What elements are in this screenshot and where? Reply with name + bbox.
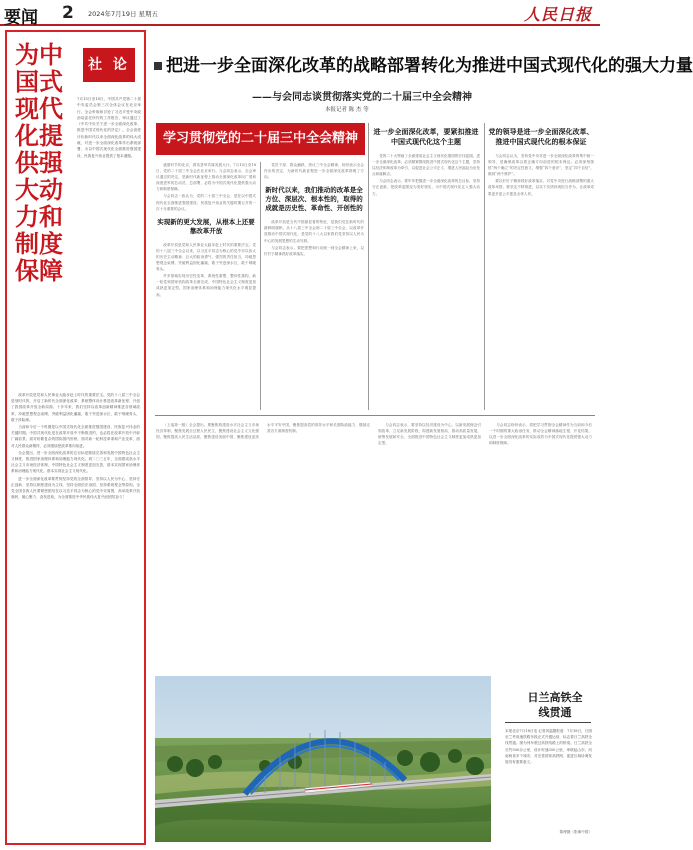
article-continuation (156, 422, 592, 446)
article-paragraph: 与会同志表示，要坚持以经济建设为中心，以新发展理念引领改革，立足新发展阶段，构建新发展格局，推动高质量发展，统筹发展和安全，全面推进中国特色社会主义制度更加成熟更加定型。 (378, 423, 481, 446)
photo-credit: 陈博摄（影像中国） (559, 830, 592, 834)
article-paragraph: 党的二十大擘画了全面建成社会主义现代化强国的宏伟蓝图。进一步全面深化改革，必须紧紧围绕推进中国式现代化这个主题，坚持以经济体制改革为牵引，以促进社会公平正义、增进人民福祉为出发点和落脚点。 (372, 154, 480, 177)
section-subtitle: 党的领导是进一步全面深化改革、推进中国式现代化的根本保证 (488, 128, 594, 146)
article-paragraph: 改革开放是党和人民事业大踏步赶上时代的重要法宝。党的十八届三中全会以来，以习近平同志为核心的党中央以伟大的历史主动精神、巨大的政治勇气、强烈的责任担当，冲破思想观念束缚，突破利益固化藩篱，敢于突进深水区，敢于啃硬骨头。 (156, 242, 256, 272)
article-paragraph: （上接第一版）全会提出，要聚焦构建高水平社会主义市场经济体制，聚焦发展全过程人民民主，聚焦建设社会主义文化强国，聚焦提高人民生活品质，聚焦建设美丽中国，聚焦建设更高水平平安中国，聚焦提高党的领导水平和长期执政能力，继续完善各方面制度机制。 (156, 423, 370, 440)
section-name: 要闻 (4, 8, 38, 28)
editorial-paragraph: 当前和今后一个时期是以中国式现代化全面推进强国建设、民族复兴伟业的关键时期。中国式现代化是在改革开放中不断推进的，也必将在改革开放中开辟广阔前景。面对纷繁复杂的国际国内形势，面对新一轮科技革命和产业变革，面对人民群众新期待，必须继续把改革推向前进。 (11, 425, 140, 448)
column-divider (260, 162, 261, 410)
article-column-3 (372, 123, 480, 198)
column-divider (484, 123, 485, 410)
editorial-intro: 7月15日至18日，中国共产党第二十届中央委员会第三次全体会议在北京举行。全会听取和讨论了习近平受中央政治局委托所作的工作报告，审议通过了《中共中央关于进一步全面深化改革、推进中国式现代化的决定》。全会高度评价新时代以来全面深化改革的伟大成就，对进一步全面深化改革作出系统部署，为以中国式现代化全面推进强国建设、民族复兴伟业提供了根本遵循。 (77, 97, 141, 158)
caption-divider (505, 722, 591, 723)
article-paragraph: 党员干部、群众踊跃，热议三中全会精神，纷纷表示全会作出的决定，为新时代新征程进一步全面深化改革指明了方向。 (264, 163, 364, 180)
editorial-paragraph: 全会提出，进一步全面深化改革的总目标是继续完善和发展中国特色社会主义制度，推进国家治理体系和治理能力现代化。到二〇三五年，全面建成高水平社会主义市场经济体制，中国特色社会主义制度更加完善，基本实现国家治理体系和治理能力现代化，基本实现社会主义现代化。 (11, 450, 140, 474)
railway-bridge-photo (155, 676, 491, 842)
article-headline[interactable]: 把进一步全面深化改革的战略部署转化为推进中国式现代化的强大力量 (166, 56, 693, 76)
editorial-paragraph: 进一步全面深化改革要贯彻坚持党的全面领导、坚持以人民为中心、坚持守正创新、坚持以制度建设为主线、坚持全面依法治国、坚持系统观念等原则。全党全国各族人民要紧密团结在以习近平同志为核心的党中央周围，高举改革开放旗帜，凝心聚力、奋发进取，为全面推进中华民族伟大复兴而团结奋斗！ (11, 476, 140, 500)
topic-banner: 学习贯彻党的二十届三中全会精神 (156, 123, 365, 155)
section-divider (155, 415, 595, 416)
article-column-4 (488, 123, 594, 198)
headline-bullet (154, 62, 162, 70)
article-subhead: ——与会同志谈贯彻落实党的二十届三中全会精神 (252, 92, 472, 103)
article-paragraph: 盛夏时节的北京，群英荟萃共谋发展大计。7月15日至18日，党的二十届三中全会在北京举行。与会同志表示，全会审议通过的决定，是新时代新征程上推动全面深化改革向广度和深度进军的总动员、总部署，必将为中国式现代化提供强大动力和制度保障。 (156, 163, 256, 192)
editorial-title[interactable]: 为中国式现代化提供强大动力和制度保障 (15, 41, 63, 285)
article-paragraph: 改革开放是当代中国最显著的特征，是我们党在新时代的最鲜明旗帜。从十八届三中全会到二十届三中全会，以改革开放推动中国式现代化，是党的十八大以来我们党坚持以人民为中心的发展思想的生动写照。 (264, 220, 364, 243)
editorial-body (11, 392, 140, 501)
article-paragraph: 与会同志表示，要牢牢把握进一步全面深化改革的总目标，坚持守正创新，把改革蓝图变为美好现实，为中国式现代化注入强大动力。 (372, 179, 480, 196)
page-number: 2 (62, 3, 74, 23)
article-paragraph: 与会同志认为，坚持党中央对进一步全面深化改革的集中统一领导，是确保改革沿着正确方向前进的根本保证。必须深刻领悟“两个确立”的决定性意义，增强“四个意识”，坚定“四个自信”，做到“两个维护”。 (488, 154, 594, 177)
article-column-1 (156, 162, 256, 299)
newspaper-logo: 人民日报 (523, 5, 592, 24)
article-paragraph: 要以钉钉子精神抓好改革落实，对党中央进行战略部署的重大改革举措，要坚定不移推进，以实干实绩体现担当作为，让改革成果更多更公平惠及全体人民。 (488, 179, 594, 196)
section-subtitle: 新时代以来，我们推动的改革是全方位、深层次、根本性的，取得的成就是历史性、革命性、开创性的 (265, 186, 363, 213)
issue-date: 2024年7月19日 星期五 (88, 10, 159, 18)
editorial-stamp: 社 论 (83, 48, 135, 82)
section-subtitle: 实现新的更大发展，从根本上还要靠改革开放 (157, 217, 255, 235)
article-paragraph: 与会同志一致认为，党的二十届三中全会，是在以中国式现代化全面推进强国建设、民族复兴伟业的关键时期召开的一次十分重要的会议。 (156, 194, 256, 211)
article-paragraph: 与会同志表示，要把思想和行动统一到全会精神上来，以钉钉子精神抓好改革落实。 (264, 245, 364, 256)
article-byline: 本报记者 陈 杰 等 (325, 107, 369, 113)
column-divider (368, 123, 369, 410)
editorial-paragraph: 改革开放是党和人民事业大踏步赶上时代的重要法宝。党的十八届三中全会是划时代的，开启了新时代全面深化改革、系统整体设计推进改革新征程，开创了我国改革开放全新局面。十多年来，我们坚持以改革创新精神推进各领域改革，冲破思想观念束缚，突破利益固化藩篱，敢于突进深水区，敢于啃硬骨头，敢于涉险滩。 (11, 393, 140, 422)
article-paragraph: 许多领域实现历史性变革、系统性重塑、整体性重构，新一轮党和国家机构改革全面完成，中国特色社会主义制度更加成熟更加定型，国家治理体系和治理能力现代化水平明显提高。 (156, 274, 256, 297)
editorial-column (5, 30, 146, 845)
masthead (0, 0, 600, 26)
article-paragraph: 与会同志纷纷表示，将把学习贯彻全会精神作为当前和今后一个时期的重大政治任务，推动全会精神落地生根、开花结果，以进一步全面深化改革的实际成效为中国式现代化提供强大动力和制度保障。 (489, 423, 592, 446)
photo-caption-body: 本报北京7月18日电 记者刘温馨报道：7月18日，日照至兰考高速铁路东段正式开通运营，标志着日兰高铁全线贯通。图为列车驶过高铁线路上的桥梁。日兰高铁全长约500余公里，设计时速350公里，串联起山东、河南两省多个城市，对完善国家高铁网、促进区域协调发展具有重要意义。 (505, 729, 592, 765)
photo-caption-title: 日兰高铁全线贯通 (527, 691, 583, 719)
article-column-2 (264, 162, 364, 258)
section-subtitle: 进一步全面深化改革，要紧扣推进中国式现代化这个主题 (373, 128, 479, 146)
